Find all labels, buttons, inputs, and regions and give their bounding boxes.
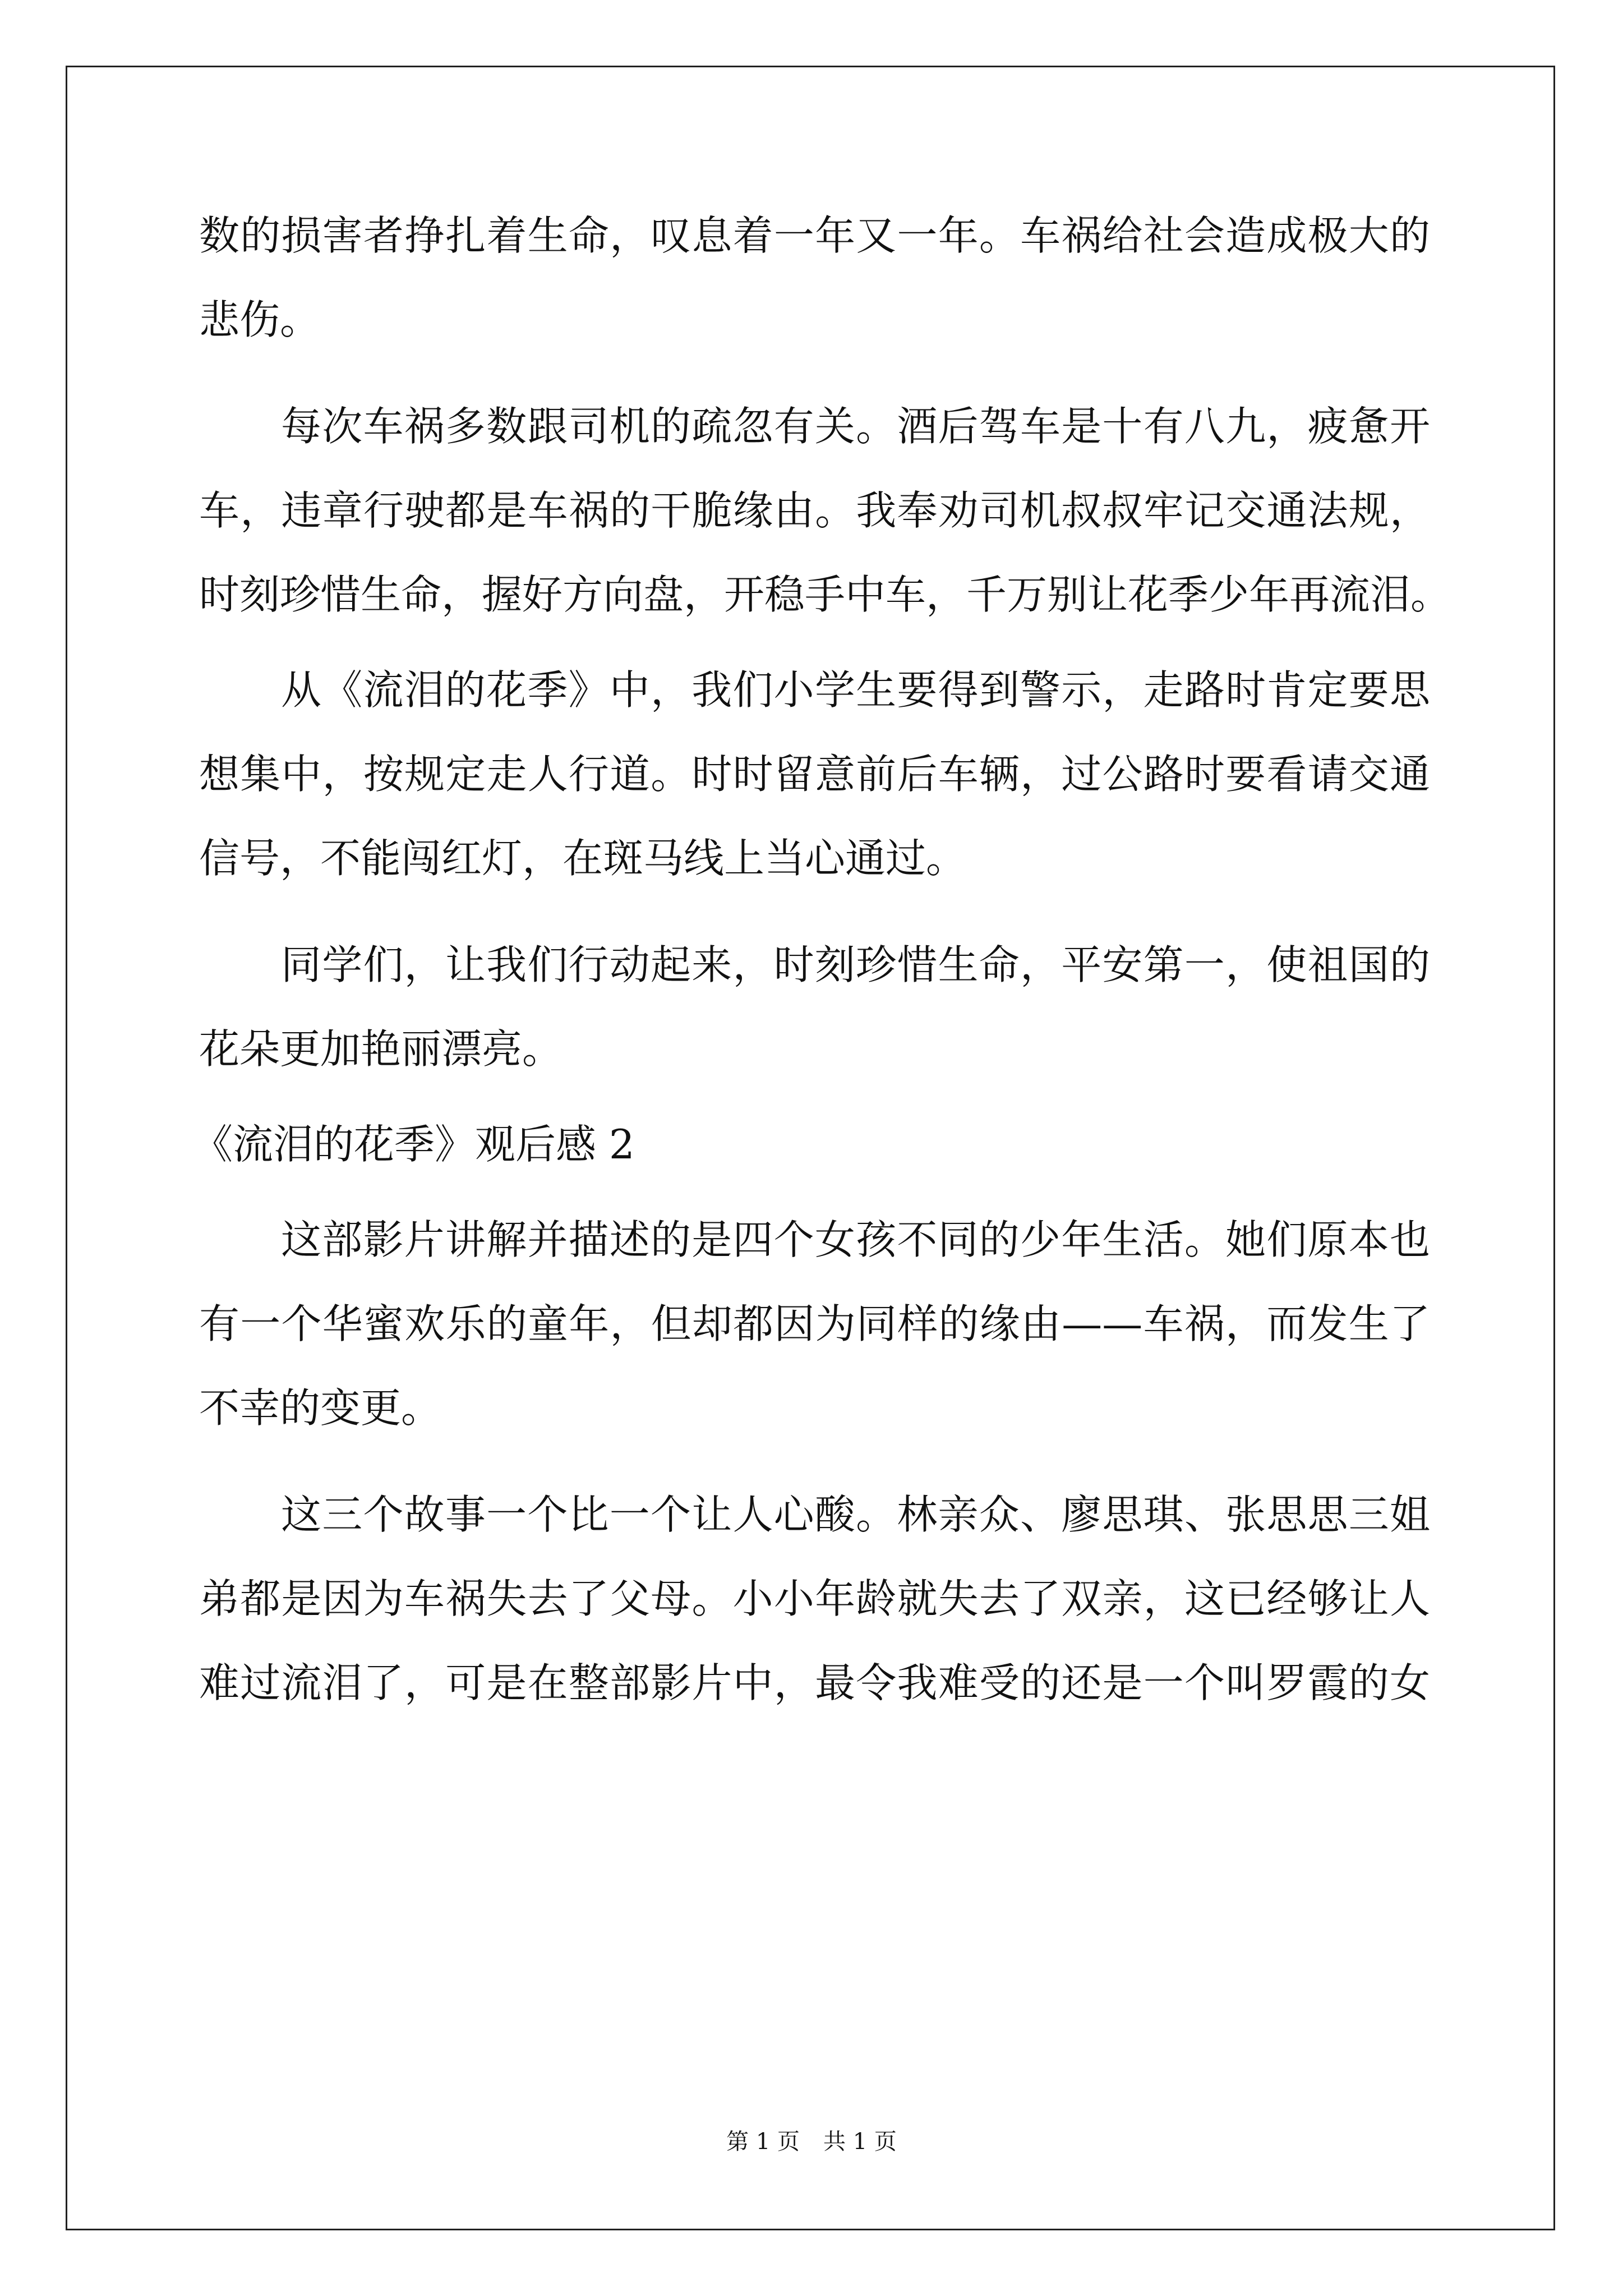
body-line: 时刻珍惜生命，握好方向盘，开稳手中车，千万别让花季少年再流泪。 [199, 571, 1451, 618]
paragraph-first-line: 从《流泪的花季》中，我们小学生要得到警示，走路时肯定要思 [281, 666, 1430, 714]
paragraph-first-line: 这三个故事一个比一个让人心酸。林亲众、廖思琪、张思思三姐 [281, 1491, 1430, 1538]
body-line: 车，违章行驶都是车祸的干脆缘由。我奉劝司机叔叔牢记交通法规， [199, 487, 1430, 534]
body-line: 花朵更加艳丽漂亮。 [199, 1025, 563, 1073]
page-number: 第 1 页 [726, 2129, 800, 2155]
body-line: 数的损害者挣扎着生命，叹息着一年又一年。车祸给社会造成极大的 [199, 212, 1430, 259]
section-heading: 《流泪的花季》观后感 2 [192, 1121, 635, 1168]
paragraph-first-line: 同学们，让我们行动起来，时刻珍惜生命，平安第一，使祖国的 [281, 941, 1430, 988]
body-line: 有一个华蜜欢乐的童年，但却都因为同样的缘由——车祸，而发生了 [199, 1300, 1430, 1347]
paragraph-first-line: 每次车祸多数跟司机的疏忽有关。酒后驾车是十有八九，疲惫开 [281, 403, 1430, 450]
body-line: 悲伤。 [199, 296, 321, 343]
body-line: 不幸的变更。 [199, 1384, 442, 1432]
body-line: 弟都是因为车祸失去了父母。小小年龄就失去了双亲，这已经够让人 [199, 1575, 1430, 1622]
body-line: 想集中，按规定走人行道。时时留意前后车辆，过公路时要看请交通 [199, 751, 1430, 798]
paragraph-first-line: 这部影片讲解并描述的是四个女孩不同的少年生活。她们原本也 [281, 1216, 1430, 1263]
page-total: 共 1 页 [823, 2129, 897, 2155]
body-line: 信号，不能闯红灯，在斑马线上当心通过。 [199, 835, 967, 882]
page-footer [0, 2125, 1623, 2159]
body-line: 难过流泪了，可是在整部影片中，最令我难受的还是一个叫罗霞的女 [199, 1659, 1430, 1706]
